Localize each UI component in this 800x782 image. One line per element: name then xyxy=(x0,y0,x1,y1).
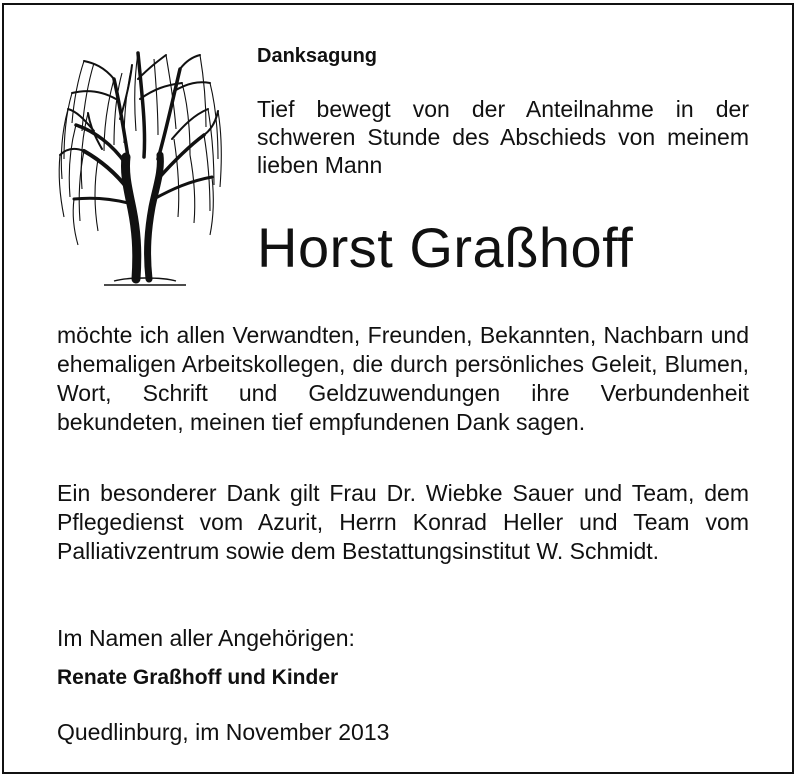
signer-name: Renate Graßhoff und Kinder xyxy=(57,666,339,689)
deceased-name: Horst Graßhoff xyxy=(257,216,634,279)
intro-text: Tief bewegt von der Anteilnahme in der schweren Stunde des Abschieds von meinem lieben Mann xyxy=(257,96,749,178)
special-thanks-paragraph: Ein besonderer Dank gilt Frau Dr. Wiebke Sauer und Team, dem Pflegedienst vom Azurit, Herrn Konrad Heller und Team vom Palliativzentrum sowie dem Bestattungsinstitut W. Schmidt. xyxy=(57,480,749,564)
place-date: Quedlinburg, im November 2013 xyxy=(57,719,390,745)
closing-line: Im Namen aller Angehörigen: xyxy=(57,625,355,651)
weeping-tree-icon xyxy=(54,39,224,287)
notice-heading: Danksagung xyxy=(257,45,378,67)
obituary-notice xyxy=(2,3,794,774)
thanks-paragraph: möchte ich allen Verwandten, Freunden, Bekannten, Nachbarn und ehemaligen Arbeitskollegen, die durch persönliches Geleit, Blumen, Wort, Schrift und Geldzuwendungen ihre Verbundenheit bekundeten, meinen tief empfundenen Dank sagen. xyxy=(57,322,749,435)
